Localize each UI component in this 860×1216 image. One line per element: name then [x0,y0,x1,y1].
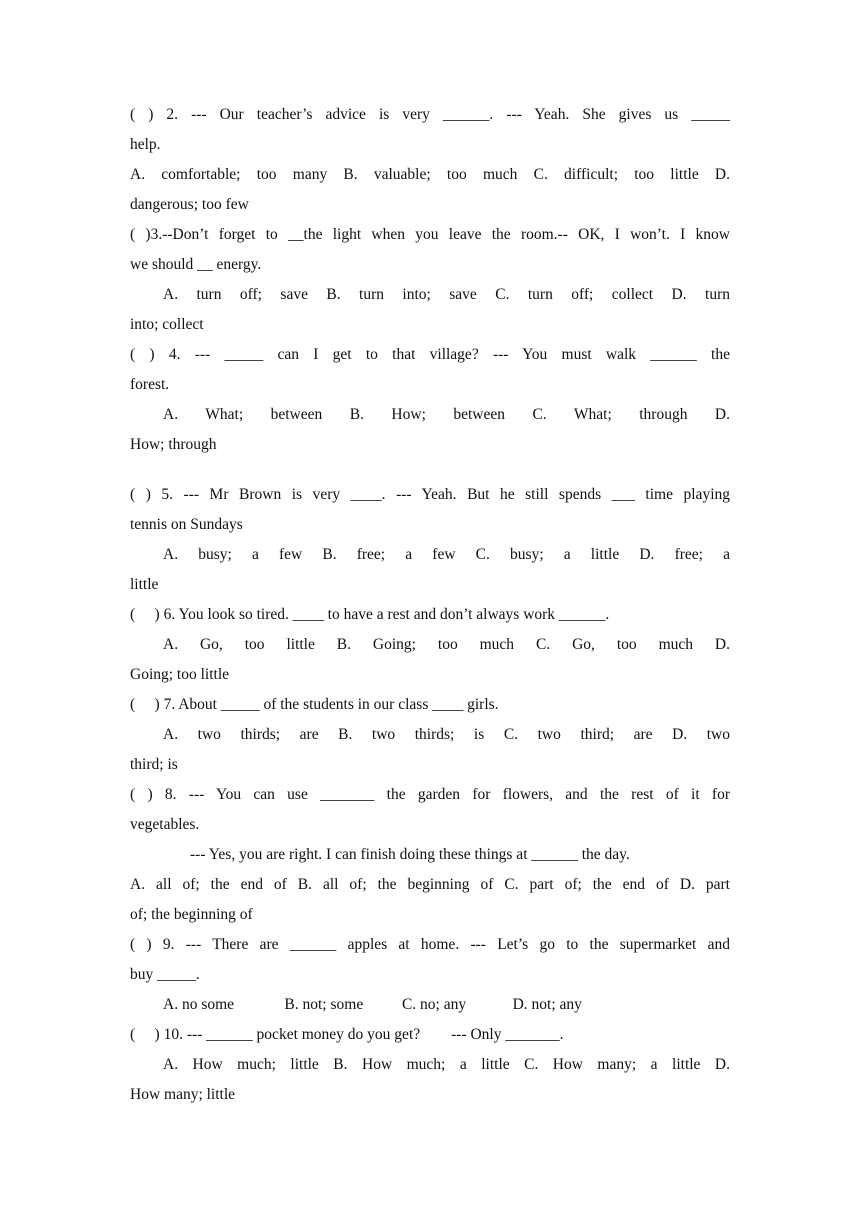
question-8-options-cont: of; the beginning of [130,906,253,923]
question-7-options: A. two thirds; are B. two thirds; is C. two third; are D. two [163,726,730,743]
question-5-stem-cont: tennis on Sundays [130,516,243,533]
spacer [130,460,730,480]
question-4-stem-cont: forest. [130,376,170,393]
question-4-stem: ( ) 4. --- _____ can I get to that village? --- You must walk ______ the [130,346,730,363]
question-7-options-cont: third; is [130,756,178,773]
question-3-options: A. turn off; save B. turn into; save C. turn off; collect D. turn [163,286,730,303]
question-3-stem-cont: we should __ energy. [130,256,262,273]
question-2-stem: ( ) 2. --- Our teacher’s advice is very ______. --- Yeah. She gives us _____ [130,106,730,123]
question-6-stem: ( ) 6. You look so tired. ____ to have a rest and don’t always work ______. [130,606,610,623]
exercise-page [130,100,730,1110]
question-8-reply: --- Yes, you are right. I can finish doing these things at ______ the day. [190,846,630,863]
question-2-stem-cont: help. [130,136,161,153]
question-2-options-cont: dangerous; too few [130,196,249,213]
question-7-stem: ( ) 7. About _____ of the students in our class ____ girls. [130,696,499,713]
question-3-options-cont: into; collect [130,316,204,333]
question-3-stem: ( )3.--Don’t forget to __the light when you leave the room.-- OK, I won’t. I know [130,226,730,243]
question-10-options-cont: How many; little [130,1086,236,1103]
question-10-options: A. How much; little B. How much; a little C. How many; a little D. [163,1056,730,1073]
question-6-options: A. Go, too little B. Going; too much C. Go, too much D. [163,636,730,653]
question-8-stem-cont: vegetables. [130,816,200,833]
question-2-options: A. comfortable; too many B. valuable; too much C. difficult; too little D. [130,166,730,183]
question-8-stem: ( ) 8. --- You can use _______ the garden for flowers, and the rest of it for [130,786,730,803]
question-4-options-cont: How; through [130,436,217,453]
question-6-options-cont: Going; too little [130,666,230,683]
question-9-stem: ( ) 9. --- There are ______ apples at home. --- Let’s go to the supermarket and [130,936,730,953]
question-5-options-cont: little [130,576,159,593]
question-9-options: A. no some B. not; some C. no; any D. not; any [163,996,582,1013]
question-10-stem: ( ) 10. --- ______ pocket money do you get? --- Only _______. [130,1026,564,1043]
question-5-options: A. busy; a few B. free; a few C. busy; a little D. free; a [163,546,730,563]
question-8-options: A. all of; the end of B. all of; the beginning of C. part of; the end of D. part [130,876,730,893]
question-5-stem: ( ) 5. --- Mr Brown is very ____. --- Yeah. But he still spends ___ time playing [130,486,730,503]
question-4-options: A. What; between B. How; between C. What; through D. [163,406,730,423]
question-9-stem-cont: buy _____. [130,966,200,983]
